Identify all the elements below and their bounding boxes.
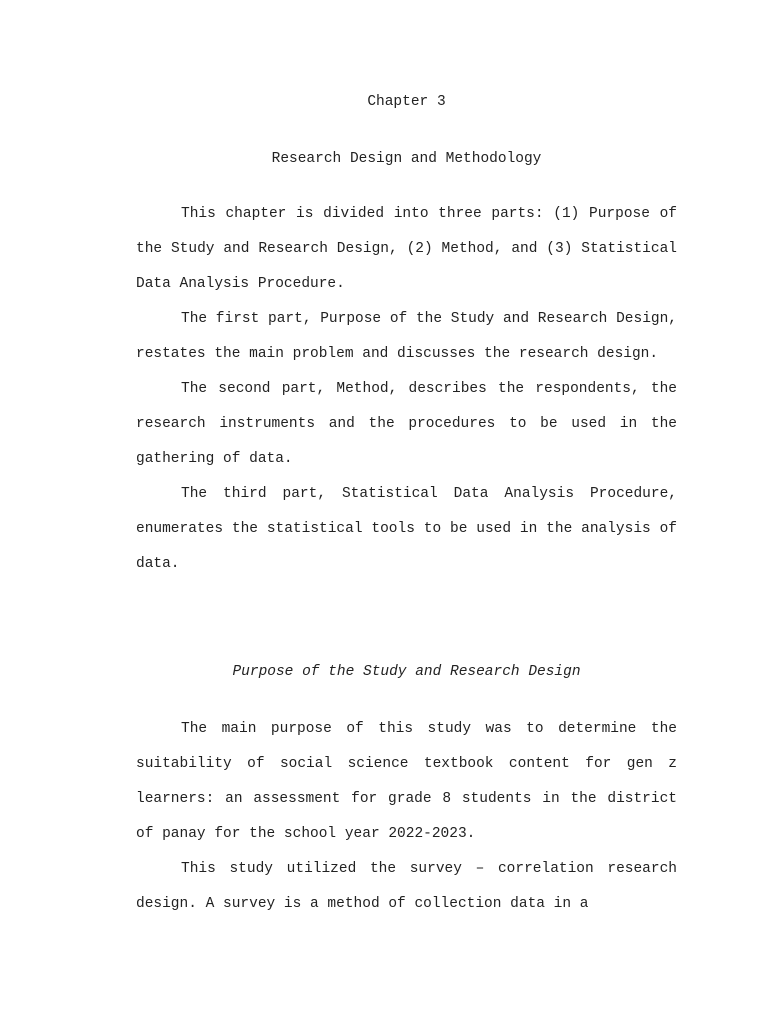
intro-paragraph-4: The third part, Statistical Data Analysis Procedure, enumerates the statistical tools to be used in the analysis of data.	[136, 486, 677, 572]
purpose-paragraph-1: The main purpose of this study was to determine the suitability of social science textbook content for gen z learners: an assessment for grade 8 students in the district of panay for the school year 2022-2023.	[136, 721, 677, 842]
chapter-label: Chapter 3	[367, 94, 446, 110]
purpose-paragraph-2: This study utilized the survey – correlation research design. A survey is a method of collection data in a	[136, 861, 677, 912]
intro-paragraph-2: The first part, Purpose of the Study and Research Design, restates the main problem and discusses the research design.	[136, 311, 677, 362]
intro-paragraph-1: This chapter is divided into three parts: (1) Purpose of the Study and Research Design, (2) Method, and (3) Statistical Data Analysis Procedure.	[136, 206, 677, 292]
intro-section	[136, 197, 677, 582]
chapter-title: Research Design and Methodology	[271, 151, 542, 167]
section-title: Purpose of the Study and Research Design	[232, 664, 581, 680]
purpose-section	[136, 712, 677, 922]
intro-paragraph-3: The second part, Method, describes the respondents, the research instruments and the procedures to be used in the gathering of data.	[136, 381, 677, 467]
